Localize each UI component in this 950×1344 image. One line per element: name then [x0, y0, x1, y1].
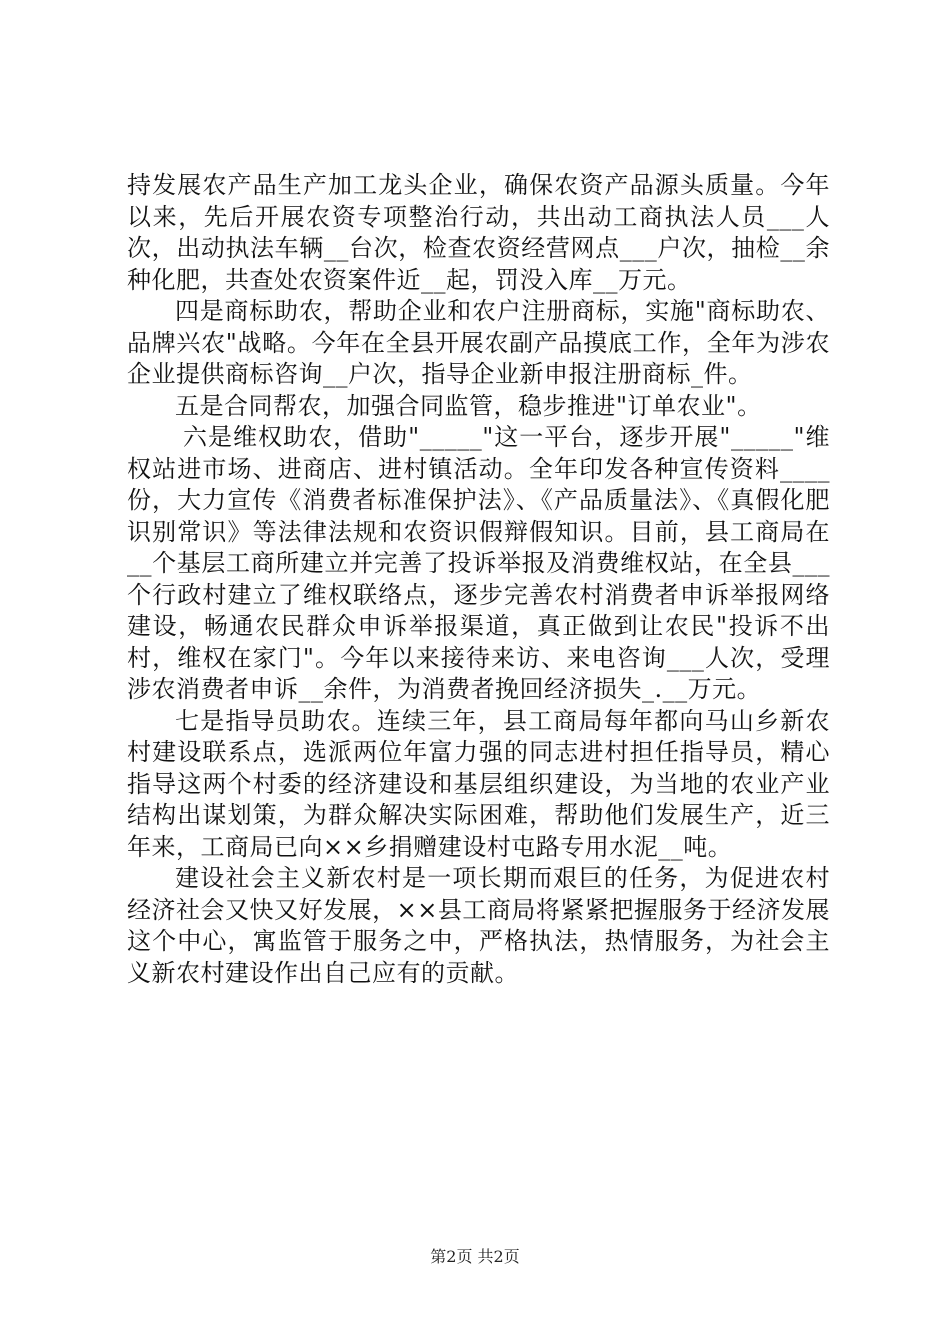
paragraph-agri-inputs: 持发展农产品生产加工龙头企业，确保农资产品源头质量。今年以来，先后开展农资专项整治行动，共出动工商执法人员___人次，出动执法车辆__台次，检查农资经营网点___户次，抽检__余种化肥，共查处农资案件近__起，罚没入库__万元。 [127, 171, 830, 294]
page-number-footer: 第2页 共2页 [430, 1247, 520, 1266]
paragraph-contract: 五是合同帮农，加强合同监管，稳步推进"订单农业"。 [175, 391, 762, 420]
paragraph-trademark: 四是商标助农，帮助企业和农户注册商标，实施"商标助农、品牌兴农"战略。今年在全县开展农副产品摸底工作，全年为涉农企业提供商标咨询__户次，指导企业新申报注册商标_件。 [127, 297, 830, 388]
paragraph-conclusion: 建设社会主义新农村是一项长期而艰巨的任务，为促进农村经济社会又快又好发展，××县工商局将紧紧把握服务于经济发展这个中心，寓监管于服务之中，严格执法，热情服务，为社会主义新农村建设作出自己应有的贡献。 [127, 864, 830, 987]
paragraph-instructor: 七是指导员助农。连续三年，县工商局每年都向马山乡新农村建设联系点，选派两位年富力强的同志进村担任指导员，精心指导这两个村委的经济建设和基层组织建设，为当地的农业产业结构出谋划策，为群众解决实际困难，帮助他们发展生产，近三年来，工商局已向××乡捐赠建设村屯路专用水泥__吨。 [127, 706, 830, 861]
paragraph-rights-protection: 六是维权助农，借助"_____"这一平台，逐步开展"_____"维权站进市场、进商店、进村镇活动。全年印发各种宣传资料____份，大力宣传《消费者标准保护法》、《产品质量法》、《真假化肥识别常识》等法律法规和农资识假辩假知识。目前，县工商局在__个基层工商所建立并完善了投诉举报及消费维权站，在全县___个行政村建立了维权联络点，逐步完善农村消费者申诉举报网络建设，畅通农民群众申诉举报渠道，真正做到让农民"投诉不出村，维权在家门"。今年以来接待来访、来电咨询___人次，受理涉农消费者申诉__余件，为消费者挽回经济损失_.__万元。 [127, 423, 830, 703]
document-body [127, 170, 830, 989]
